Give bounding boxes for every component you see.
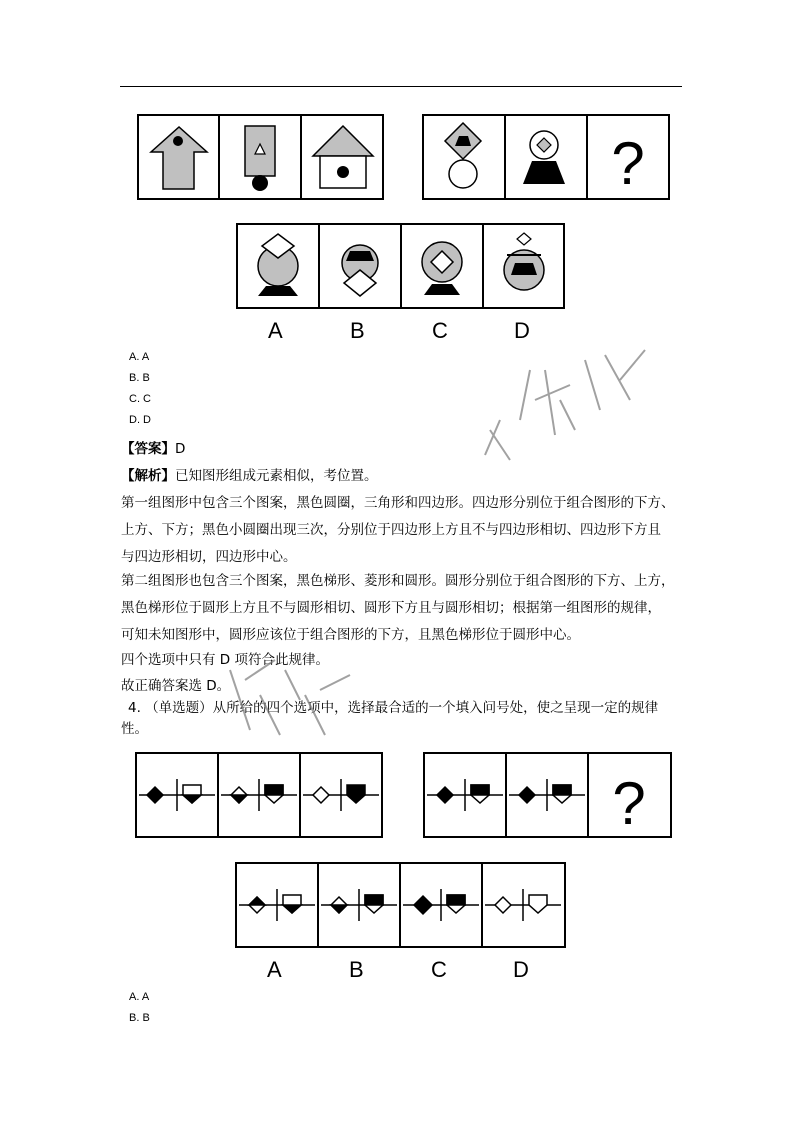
q4-stem-cont: 性。 — [121, 721, 148, 737]
analysis-line: 上方、下方；黑色小圆圈出现三次，分别位于四边形上方且不与四边形相切、四边形下方且 — [121, 522, 661, 538]
white-circle — [449, 160, 477, 188]
black-dot — [173, 136, 183, 146]
q3-option-a[interactable]: A. A — [129, 351, 150, 363]
option-letter-c: C — [432, 318, 448, 343]
black-trapezoid — [523, 161, 565, 184]
analysis-line: 与四边形相切，四边形中心。 — [121, 549, 297, 565]
analysis-line: 第一组图形中包含三个图案，黑色圆圈，三角形和四边形。四边形分别位于组合图形的下方、 — [121, 495, 675, 511]
gray-roof — [313, 126, 373, 156]
header-rule — [120, 86, 682, 87]
option-letter-d: D — [514, 318, 530, 343]
q4-stem: 4. （单选题）从所给的四个选项中，选择最合适的一个填入问号处，使之呈现一定的规律 — [128, 700, 659, 716]
answer-label: 【答案】 — [121, 441, 175, 457]
analysis-line: 可知未知图形中，圆形应该位于组合图形的下方，且黑色梯形位于圆形中心。 — [121, 627, 580, 643]
analysis-line: 第二组图形也包含三个图案，黑色梯形、菱形和圆形。圆形分别位于组合图形的下方、上方， — [121, 573, 675, 589]
q3-option-c[interactable]: C. C — [129, 393, 151, 405]
question-mark: ? — [611, 130, 645, 197]
q3-options-figure — [236, 223, 566, 309]
option-letter-b: B — [350, 318, 365, 343]
q4-question-figure — [135, 752, 673, 838]
black-dot — [252, 175, 268, 191]
option-letter-d: D — [513, 957, 529, 982]
q3-option-b[interactable]: B. B — [129, 372, 150, 384]
answer-line — [121, 436, 691, 463]
analysis-line: 四个选项中只有 D 项符合此规律。 — [121, 652, 329, 668]
question-mark: ? — [612, 770, 646, 837]
q4-option-a[interactable]: A. A — [129, 991, 150, 1003]
q4-option-b[interactable]: B. B — [129, 1012, 150, 1024]
analysis-text: 已知图形组成元素相似，考位置。 — [175, 468, 378, 484]
analysis-line: 故正确答案选 D。 — [121, 678, 231, 694]
black-dot — [337, 166, 349, 178]
option-letter-a: A — [268, 318, 283, 343]
q4-options-figure — [235, 862, 567, 948]
analysis-first-line — [121, 463, 691, 490]
option-letter-c: C — [431, 957, 447, 982]
analysis-label: 【解析】 — [121, 468, 175, 484]
q3-question-figure — [137, 114, 671, 200]
analysis-line: 黑色梯形位于圆形上方且不与圆形相切、圆形下方且与圆形相切；根据第一组图形的规律， — [121, 600, 661, 616]
option-letter-b: B — [349, 957, 364, 982]
answer-value: D — [175, 441, 186, 457]
option-letter-a: A — [267, 957, 282, 982]
q3-option-d[interactable]: D. D — [129, 414, 151, 426]
